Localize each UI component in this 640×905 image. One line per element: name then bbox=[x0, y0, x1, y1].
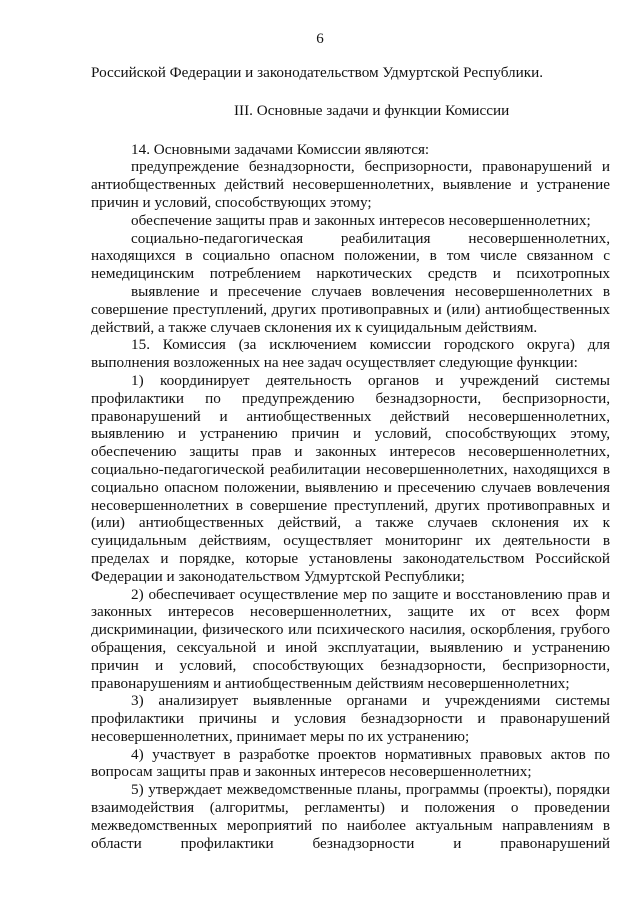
text-line: (или) антиобщественных действий, а также случаев склонения их к bbox=[91, 514, 610, 532]
text-line: находящихся в социально опасном положении, в том числе связанном с bbox=[91, 247, 610, 265]
text-line: профилактики причины и условия безнадзорности и правонарушений bbox=[91, 710, 610, 728]
text-line: 4) участвует в разработке проектов нормативных правовых актов по bbox=[131, 745, 610, 763]
text-line: дискриминации, физического или психического насилия, оскорбления, грубого bbox=[91, 621, 610, 639]
text-line: 1) координирует деятельность органов и учреждений системы bbox=[131, 371, 610, 389]
text-line: совершение преступлений, других противоправных и (или) антиобщественных bbox=[91, 300, 610, 318]
text-line: области профилактики безнадзорности и правонарушений bbox=[91, 834, 610, 852]
text-line: правонарушений и антиобщественных действий несовершеннолетних, bbox=[91, 407, 610, 425]
text-line: 14. Основными задачами Комиссии являются: bbox=[131, 140, 430, 158]
text-line: 3) анализирует выявленные органами и учреждениями системы bbox=[131, 692, 610, 710]
text-line: пределах и порядке, которые установлены законодательством Российской bbox=[91, 549, 610, 567]
text-line: социально-педагогической реабилитации несовершеннолетних, находящихся в bbox=[91, 460, 610, 478]
text-line: Российской Федерации и законодательством Удмуртской Республики. bbox=[91, 64, 544, 81]
text-line: взаимодействия (алгоритмы, регламенты) и положения о проведении bbox=[91, 799, 610, 817]
text-line: 5) утверждает межведомственные планы, программы (проекты), порядки bbox=[131, 781, 610, 799]
text-line: обеспечение защиты прав и законных интересов несовершеннолетних; bbox=[131, 211, 591, 229]
text-line: обращения, сексуальной и иной эксплуатации, выявлению и устранению bbox=[91, 638, 610, 656]
document-body bbox=[91, 64, 610, 852]
text-line: выполнения возложенных на нее задач осуществляет следующие функции: bbox=[91, 354, 578, 372]
text-line: немедицинским потреблением наркотических средств и психотропных bbox=[91, 265, 610, 283]
text-line: выявление и пресечение случаев вовлечения несовершеннолетних в bbox=[131, 282, 610, 300]
text-line: причин и условий, способствующих безнадзорности, беспризорности, bbox=[91, 656, 610, 674]
text-line: социально опасном положении, выявлению и пресечению случаев вовлечения bbox=[91, 478, 610, 496]
text-line: суицидальным действиям, осуществляет мониторинг их деятельности в bbox=[91, 532, 610, 550]
text-line: социально-педагогическая реабилитация несовершеннолетних, bbox=[131, 229, 610, 247]
text-line: 2) обеспечивает осуществление мер по защите и восстановлению прав и bbox=[131, 585, 610, 603]
text-line: действий, а также случаев склонения их к суицидальным действиям. bbox=[91, 318, 538, 336]
text-line: обеспечению защиты прав и законных интересов несовершеннолетних, bbox=[91, 443, 610, 461]
text-line: 15. Комиссия (за исключением комиссии городского округа) для bbox=[131, 336, 610, 354]
section-heading: III. Основные задачи и функции Комиссии bbox=[234, 101, 510, 119]
text-line: вопросам защиты прав и законных интересов несовершеннолетних; bbox=[91, 763, 532, 781]
text-line: причин и условий, способствующих этому; bbox=[91, 193, 372, 211]
text-line: несовершеннолетних, принимает меры по их устранению; bbox=[91, 727, 470, 745]
text-line: предупреждение безнадзорности, беспризорности, правонарушений и bbox=[131, 158, 610, 176]
page-number: 6 bbox=[316, 31, 324, 47]
text-line: законных интересов несовершеннолетних, защите их от всех форм bbox=[91, 603, 610, 621]
text-line: выявлению и устранению причин и условий, способствующих этому, bbox=[91, 425, 610, 443]
text-line: профилактики по предупреждению безнадзорности, беспризорности, bbox=[91, 389, 610, 407]
text-line: Федерации и законодательством Удмуртской Республики; bbox=[91, 567, 465, 585]
text-line: антиобщественных действий несовершеннолетних, выявление и устранение bbox=[91, 176, 610, 194]
text-line: межведомственных мероприятий по наиболее актуальным направлениям в bbox=[91, 816, 610, 834]
text-line: несовершеннолетних в совершение преступлений, других противоправных и bbox=[91, 496, 610, 514]
text-line: правонарушениям и антиобщественным действиям несовершеннолетних; bbox=[91, 674, 570, 692]
